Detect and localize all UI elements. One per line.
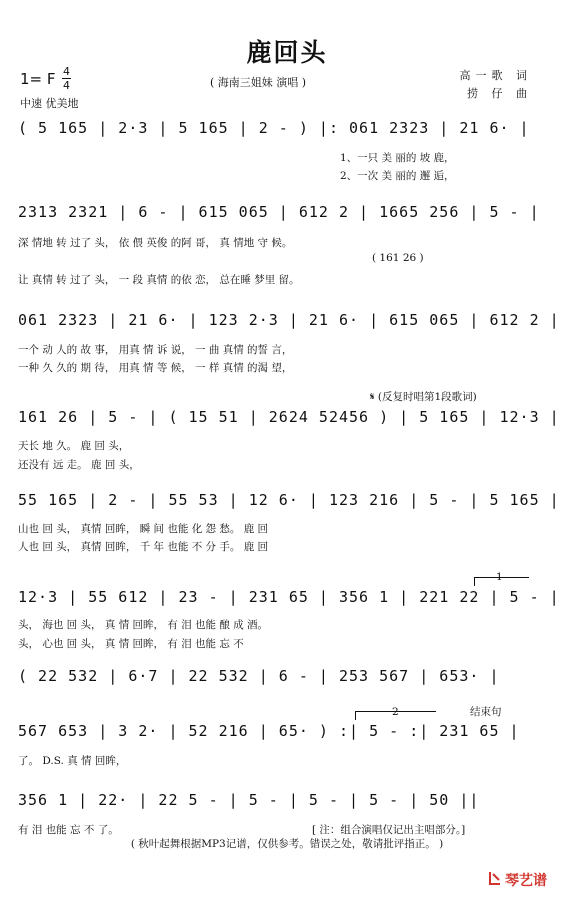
lyric-line-8: 了。 D.S. 真 情 回眸， bbox=[18, 755, 127, 767]
score-line-6: 12·3 | 55 612 | 23 - | 231 65 | 356 1 | 221 22 | 5 - | bbox=[18, 588, 560, 606]
lyric-line-6b: 头， 心也 回 头， 真 情 回眸， 有 泪 也能 忘 不 bbox=[18, 638, 244, 650]
lyric-line-2a: 深 情地 转 过了 头， 依 偎 英俊 的阿 哥， 真 情地 守 候。 bbox=[18, 237, 293, 249]
composer-credit: 捞 仔 曲 bbox=[467, 87, 532, 100]
ending-label: 结束句 bbox=[470, 706, 502, 718]
score-line-9: 356 1 | 22· | 22 5 - | 5 - | 5 - | 5 - | 50 || bbox=[18, 791, 480, 809]
lyric-line-5a: 山也 回 头， 真情 回眸， 瞬 间 也能 化 怨 愁。 鹿 回 bbox=[18, 523, 269, 535]
song-title: 鹿回头 bbox=[246, 38, 328, 67]
score-line-5: 55 165 | 2 - | 55 53 | 12 6· | 123 216 | 5 - | 5 165 | bbox=[18, 491, 560, 509]
volta-1-bracket bbox=[474, 577, 529, 586]
score-line-2: 2313 2321 | 6 - | 615 065 | 612 2 | 1665 256 | 5 - | bbox=[18, 203, 540, 221]
time-signature-top: 4 bbox=[63, 65, 70, 78]
performer-credit: ( 海南三姐妹 演唱 ) bbox=[210, 76, 307, 89]
score-line-7: ( 22 532 | 6·7 | 22 532 | 6 - | 253 567 | 653· | bbox=[18, 667, 500, 685]
lyric-line-4a: 天长 地 久。 鹿 回 头， bbox=[18, 440, 130, 452]
volta-1-label: 1 bbox=[496, 571, 503, 583]
lyric-line-4b: 还没有 远 走。 鹿 回 头， bbox=[18, 459, 140, 471]
lyric-line-1a: 1、一只 美 丽的 坡 鹿， bbox=[340, 152, 455, 164]
lyric-line-3b: 一种 久 久的 期 待， 用真 情 等 候， 一 样 真情 的渴 望， bbox=[18, 362, 293, 374]
lyric-line-1b: 2、一次 美 丽的 邂 逅， bbox=[340, 170, 455, 182]
lyric-line-5b: 人也 回 头， 真情 回眸， 千 年 也能 不 分 手。 鹿 回 bbox=[18, 541, 269, 553]
performance-note: [ 注：组合演唱仅记出主唱部分。] bbox=[312, 824, 466, 836]
site-watermark: 琴艺谱 bbox=[505, 873, 547, 889]
tempo-marking: 中速 优美地 bbox=[20, 97, 79, 110]
score-line-8: 567 653 | 3 2· | 52 216 | 65· ) :| 5 - :| 231 65 | bbox=[18, 722, 520, 740]
lyric-line-2b: 让 真情 转 过了 头， 一 段 真情 的依 恋， 总在睡 梦里 留。 bbox=[18, 274, 300, 286]
segno-annotation: 𝄋 (反复时唱第1段歌词) bbox=[370, 391, 477, 403]
volta-2-label: 2 bbox=[392, 706, 399, 718]
transcriber-footer: ( 秋叶起舞根据MP3记谱，仅供参考。错误之处，敬请批评指正。 ) bbox=[130, 838, 444, 850]
key-signature: 1= F bbox=[20, 70, 56, 88]
score-line-3: 061 2323 | 21 6· | 123 2·3 | 21 6· | 615 065 | 612 2 | bbox=[18, 311, 560, 329]
time-signature-bottom: 4 bbox=[63, 79, 70, 92]
lyric-line-6a: 头， 海也 回 头， 真 情 回眸， 有 泪 也能 酿 成 酒。 bbox=[18, 619, 269, 631]
lyric-line-3a: 一个 动 人的 故 事， 用真 情 诉 说， 一 曲 真情 的誓 言， bbox=[18, 344, 293, 356]
qinyipu-logo-icon bbox=[488, 870, 502, 886]
lyric-line-9: 有 泪 也能 忘 不 了。 bbox=[18, 824, 119, 836]
time-signature bbox=[62, 66, 71, 91]
volta-2-bracket bbox=[355, 711, 436, 720]
score-line-1: ( 5 165 | 2·3 | 5 165 | 2 - ) |: 061 2323 | 21 6· | bbox=[18, 119, 530, 137]
alt-notes-annotation: ( 161 26 ) bbox=[372, 252, 424, 264]
lyricist-credit: 高一歌 词 bbox=[459, 69, 532, 82]
score-line-4: 161 26 | 5 - | ( 15 51 | 2624 52456 ) | 5 165 | 12·3 | bbox=[18, 408, 560, 426]
